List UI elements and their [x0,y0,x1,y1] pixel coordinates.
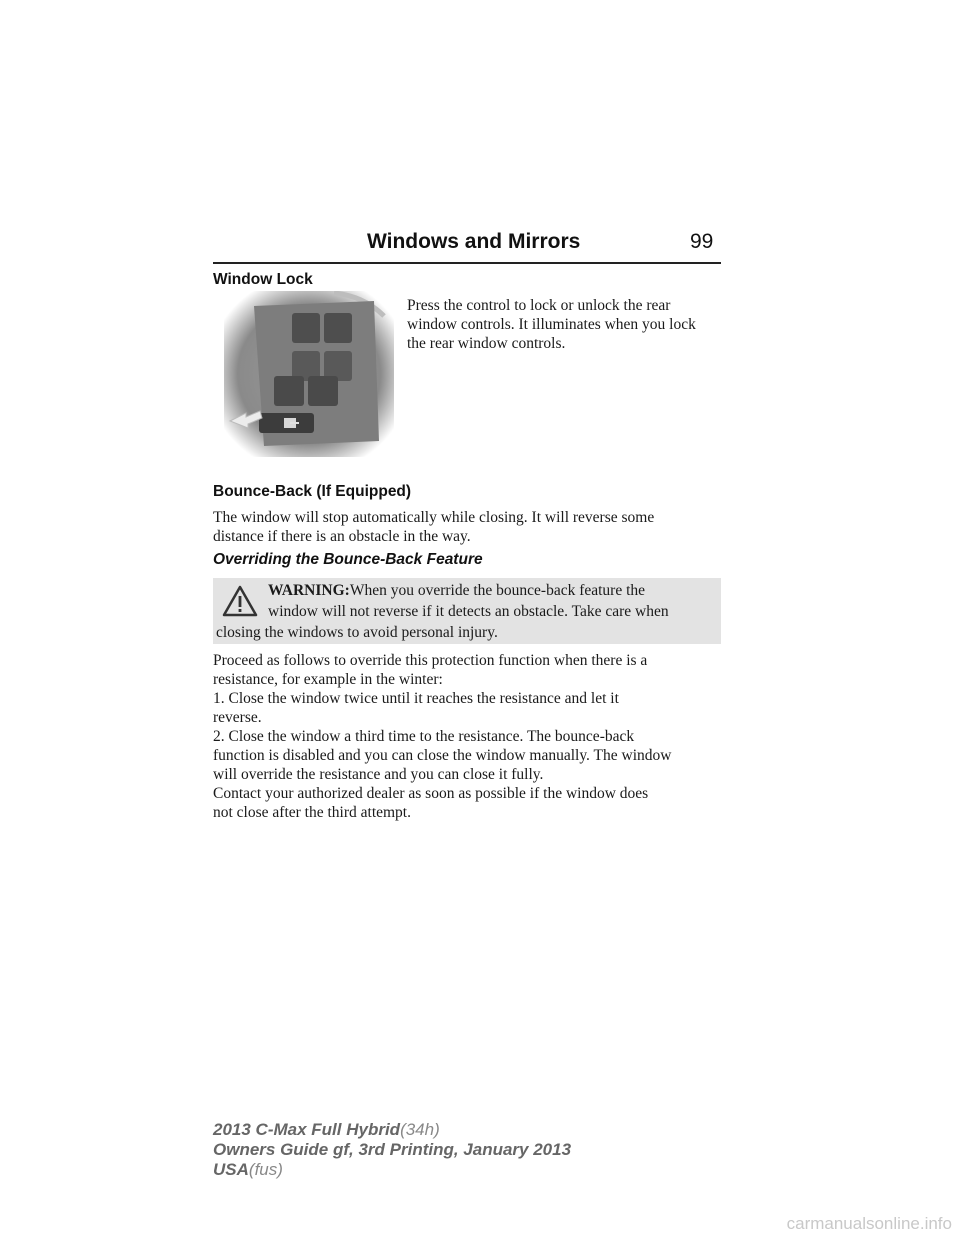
warning-line-3: closing the windows to avoid personal injury. [216,624,498,641]
bounce-back-heading: Bounce-Back (If Equipped) [213,483,412,500]
document-footer [213,1120,713,1180]
window-lock-text [407,296,696,353]
contact-dealer-text [213,784,648,822]
page-section-title: Windows and Mirrors [367,230,581,253]
window-lock-heading: Window Lock [213,271,313,288]
text-line: window controls. It illuminates when you lock [407,316,696,333]
override-step-1 [213,689,619,727]
text-line: the rear window controls. [407,335,566,352]
text-line: Press the control to lock or unlock the rear [407,297,671,314]
text-line: Proceed as follows to override this protection function when there is a [213,652,648,669]
bounce-back-text [213,508,654,546]
text-line: distance if there is an obstacle in the way. [213,528,471,545]
footer-edition: Owners Guide gf, 3rd Printing, January 2013 [213,1140,572,1159]
text-line: 2. Close the window a third time to the resistance. The bounce-back [213,728,635,745]
text-line: The window will stop automatically while closing. It will reverse some [213,509,655,526]
text-line: Contact your authorized dealer as soon as possible if the window does [213,785,649,802]
footer-market-code: (fus) [248,1160,283,1179]
header-divider [213,262,721,264]
text-line: reverse. [213,709,262,726]
warning-label: WARNING: [268,582,350,599]
footer-model-code: (34h) [400,1120,440,1139]
warning-box [213,578,721,644]
override-step-2 [213,727,671,784]
override-heading: Overriding the Bounce-Back Feature [213,551,483,568]
warning-line-2: window will not reverse if it detects an obstacle. Take care when [268,603,669,620]
watermark-text: carmanualsonline.info [786,1214,952,1233]
window-lock-switch-illustration [224,291,394,457]
footer-market: USA [213,1160,249,1179]
text-line: will override the resistance and you can close it fully. [213,766,544,783]
warning-line-1: When you override the bounce-back feature the [349,582,646,599]
override-intro [213,651,647,689]
text-line: not close after the third attempt. [213,804,411,821]
text-line: resistance, for example in the winter: [213,671,443,688]
warning-triangle-icon [221,584,259,618]
page-number: 99 [690,230,714,253]
text-line: function is disabled and you can close the window manually. The window [213,747,672,764]
text-line: 1. Close the window twice until it reaches the resistance and let it [213,690,619,707]
footer-model: 2013 C-Max Full Hybrid [213,1120,401,1139]
